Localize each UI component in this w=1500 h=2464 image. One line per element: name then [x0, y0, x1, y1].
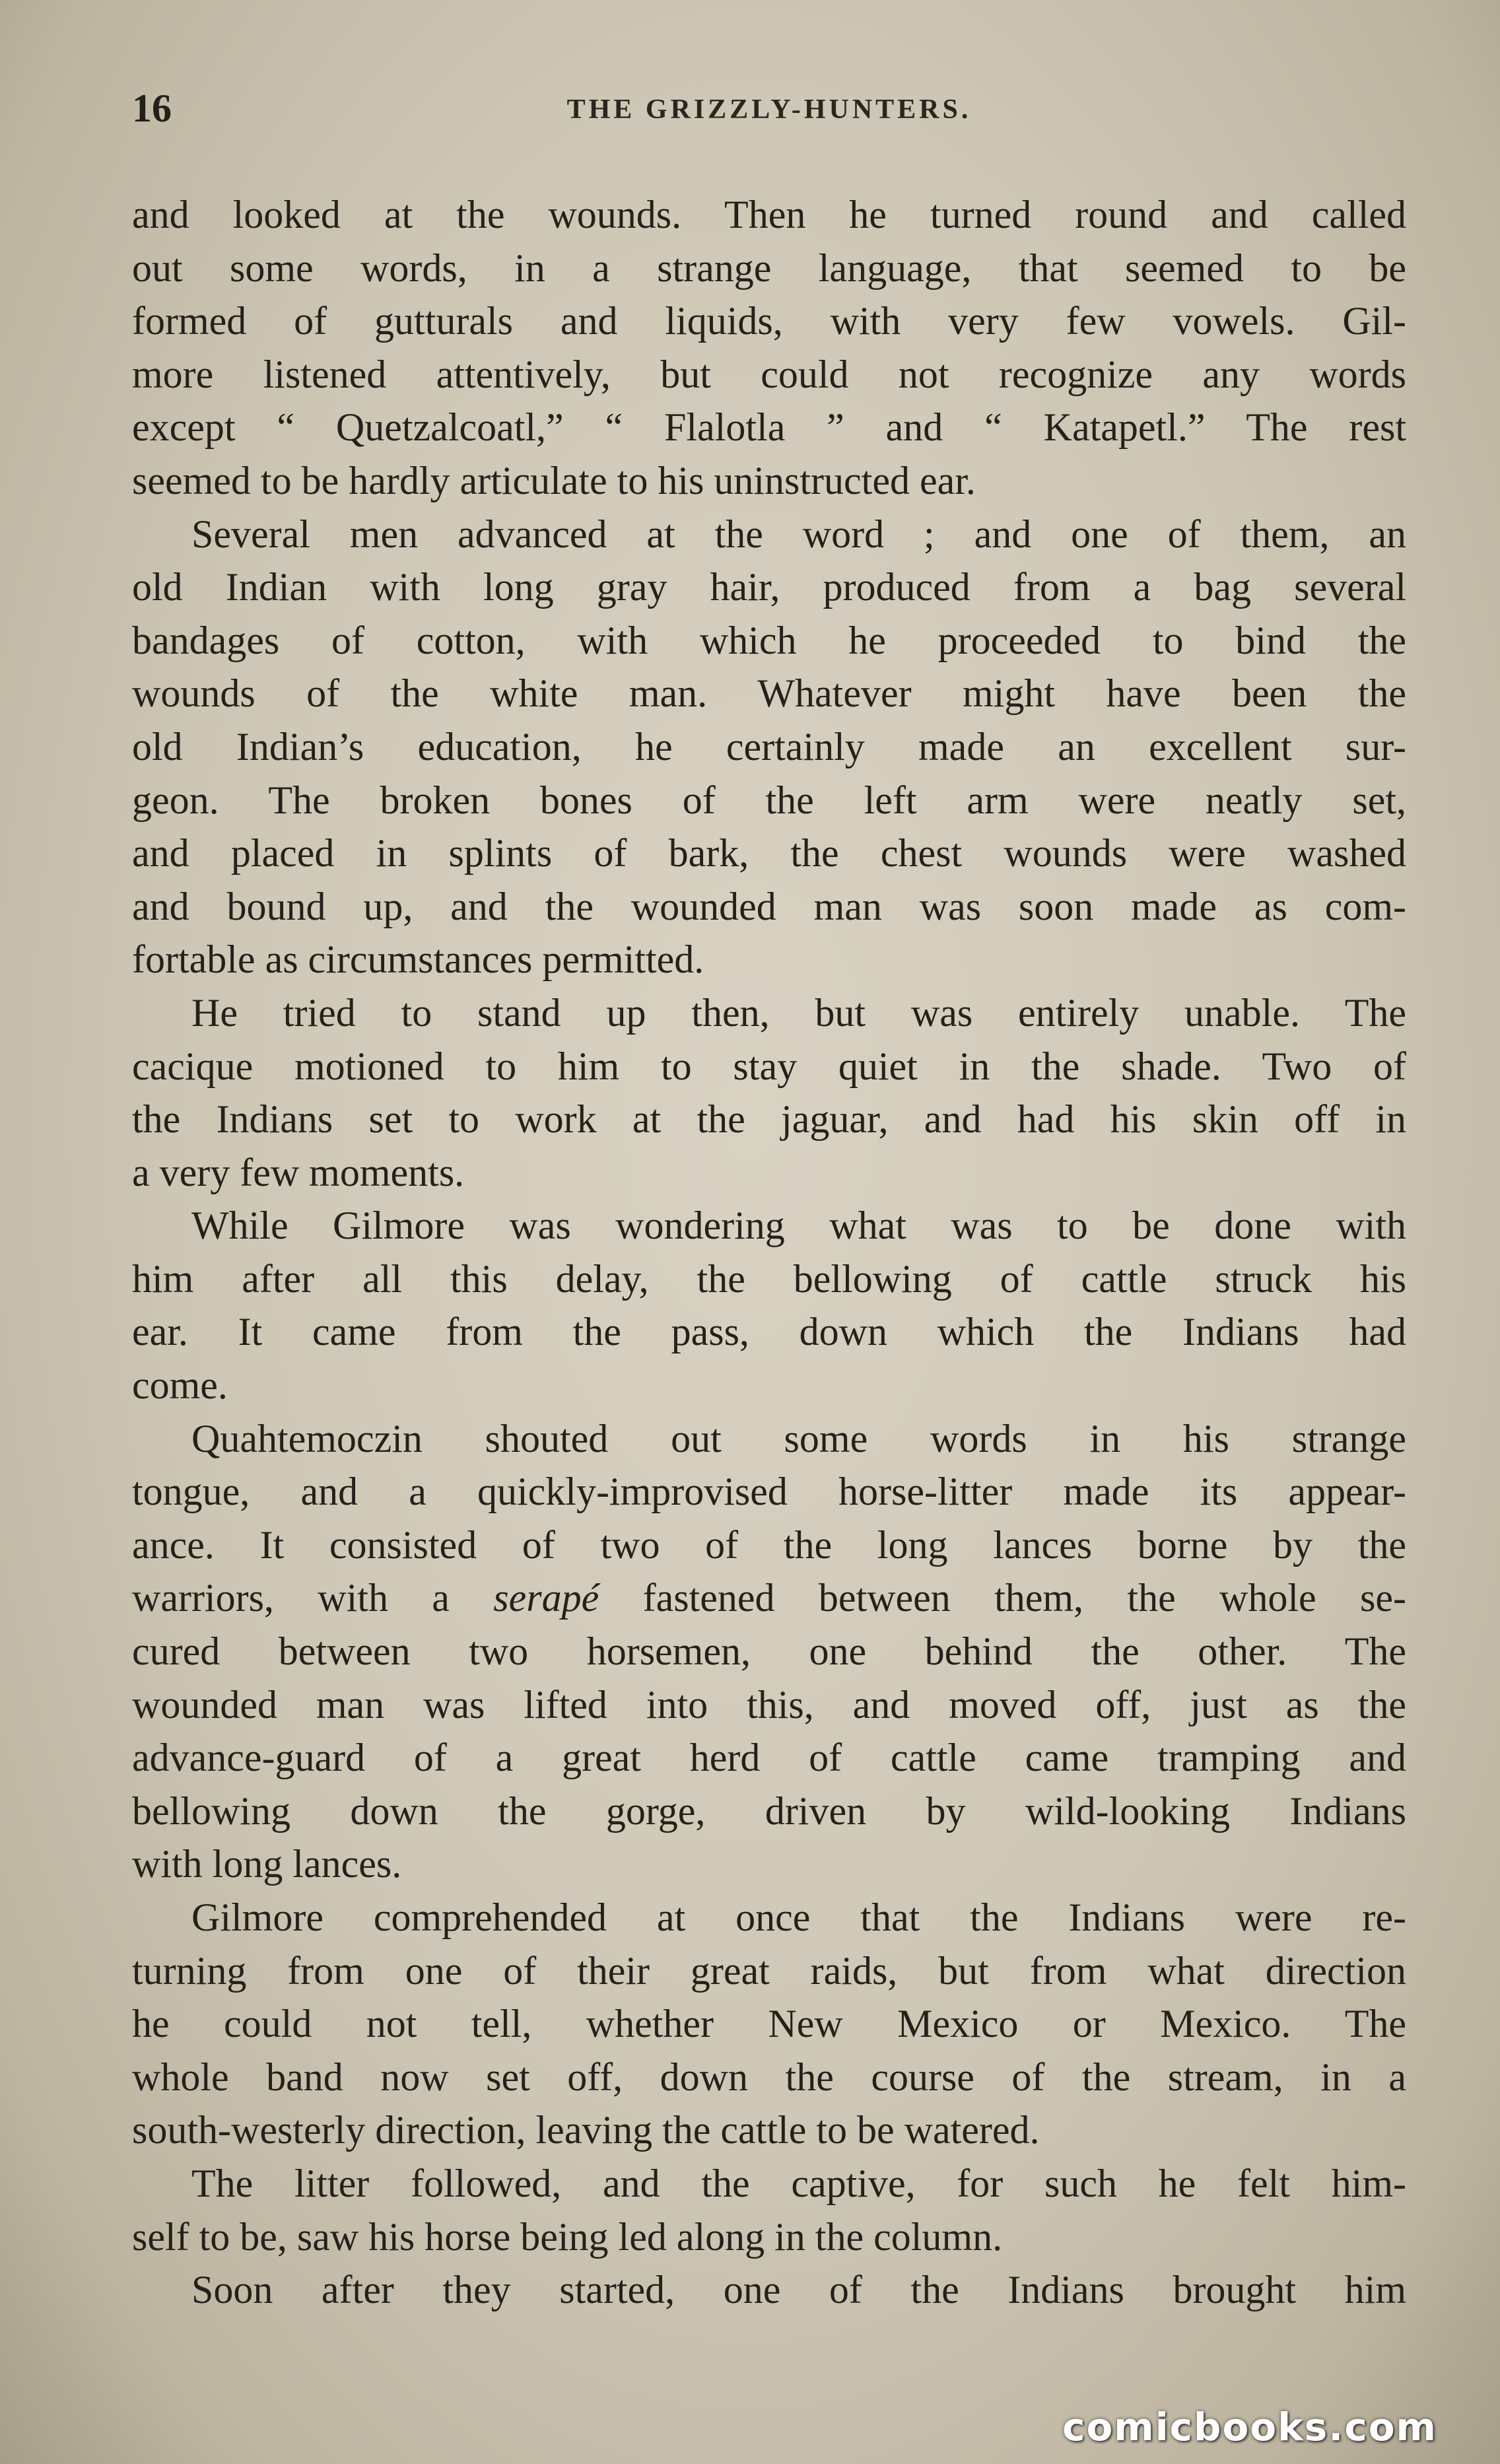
text-line: advance-guard of a great herd of cattle came tramping and: [132, 1736, 1406, 1780]
text-line: come.: [132, 1363, 228, 1408]
text-line: cured between two horsemen, one behind the other. The: [132, 1629, 1406, 1674]
text-line: old Indian’s education, he certainly made an excellent sur-: [132, 724, 1406, 769]
running-title: THE GRIZZLY-HUNTERS.: [566, 94, 972, 125]
text-line: south-westerly direction, leaving the cattle to be watered.: [132, 2108, 1040, 2152]
text-line: ear. It came from the pass, down which the Indians had: [132, 1310, 1406, 1354]
paragraph: [132, 508, 1406, 986]
text-line: Several men advanced at the word ; and one of them, an: [191, 512, 1406, 556]
text-line: except “ Quetzalcoatl,” “ Flalotla ” and “ Katapetl.” The rest: [132, 405, 1406, 450]
page-number: 16: [132, 86, 172, 130]
text-line: him after all this delay, the bellowing of cattle struck his: [132, 1256, 1406, 1301]
paragraph: [132, 1412, 1406, 1891]
text-line: seemed to be hardly articulate to his uninstructed ear.: [132, 458, 976, 502]
text-line: cacique motioned to him to stay quiet in the shade. Two of: [132, 1044, 1406, 1088]
text-line: with long lances.: [132, 1842, 402, 1886]
text-line: and looked at the wounds. Then he turned round and called: [132, 193, 1406, 236]
text-line: a very few moments.: [132, 1150, 465, 1194]
page-header: [132, 86, 1406, 145]
text-line: whole band now set off, down the course of the stream, in a: [132, 2055, 1406, 2099]
text-line: more listened attentively, but could not recognize any words: [132, 352, 1406, 396]
paragraph: [132, 1891, 1406, 2157]
paragraph: [132, 986, 1406, 1199]
text-line: tongue, and a quickly-improvised horse-litter made its appear-: [132, 1470, 1406, 1514]
text-line: Quahtemoczin shouted out some words in his strange: [191, 1416, 1406, 1460]
text-line: and bound up, and the wounded man was soon made as com-: [132, 884, 1406, 928]
text-line: Soon after they started, one of the Indians brought him: [191, 2268, 1406, 2312]
body-text: [132, 188, 1406, 2317]
text-line: old Indian with long gray hair, produced from a bag several: [132, 565, 1406, 609]
text-line: the Indians set to work at the jaguar, and had his skin off in: [132, 1097, 1406, 1142]
watermark: comicbooks.com: [1062, 2405, 1437, 2449]
text-line: wounds of the white man. Whatever might have been the: [132, 671, 1406, 716]
text-line: he could not tell, whether New Mexico or Mexico. The: [132, 2002, 1406, 2046]
paragraph: [132, 2263, 1406, 2317]
text-line: warriors, with a serapé fastened between them, the whole se-: [132, 1576, 1406, 1620]
paragraph: [132, 2157, 1406, 2263]
paragraph: [132, 1199, 1406, 1412]
text-line: bandages of cotton, with which he proceeded to bind the: [132, 618, 1406, 662]
text-line: Gilmore comprehended at once that the Indians were re-: [191, 1896, 1406, 1939]
text-line: The litter followed, and the captive, for such he felt him-: [191, 2161, 1406, 2205]
paragraph: [132, 188, 1406, 508]
text-line: geon. The broken bones of the left arm were neatly set,: [132, 778, 1406, 822]
text-line: ance. It consisted of two of the long lances borne by the: [132, 1523, 1406, 1567]
text-line: He tried to stand up then, but was entirely unable. The: [191, 990, 1406, 1035]
text-line: self to be, saw his horse being led along in the column.: [132, 2214, 1003, 2259]
text-line: bellowing down the gorge, driven by wild-looking Indians: [132, 1789, 1406, 1833]
text-line: out some words, in a strange language, that seemed to be: [132, 246, 1406, 290]
text-line: fortable as circumstances permitted.: [132, 938, 704, 982]
text-line: wounded man was lifted into this, and moved off, just as the: [132, 1682, 1406, 1727]
text-line: turning from one of their great raids, but from what direction: [132, 1948, 1406, 1993]
text-line: and placed in splints of bark, the chest wounds were washed: [132, 831, 1406, 875]
text-line: While Gilmore was wondering what was to be done with: [191, 1204, 1406, 1248]
text-line: formed of gutturals and liquids, with very few vowels. Gil-: [132, 299, 1406, 343]
